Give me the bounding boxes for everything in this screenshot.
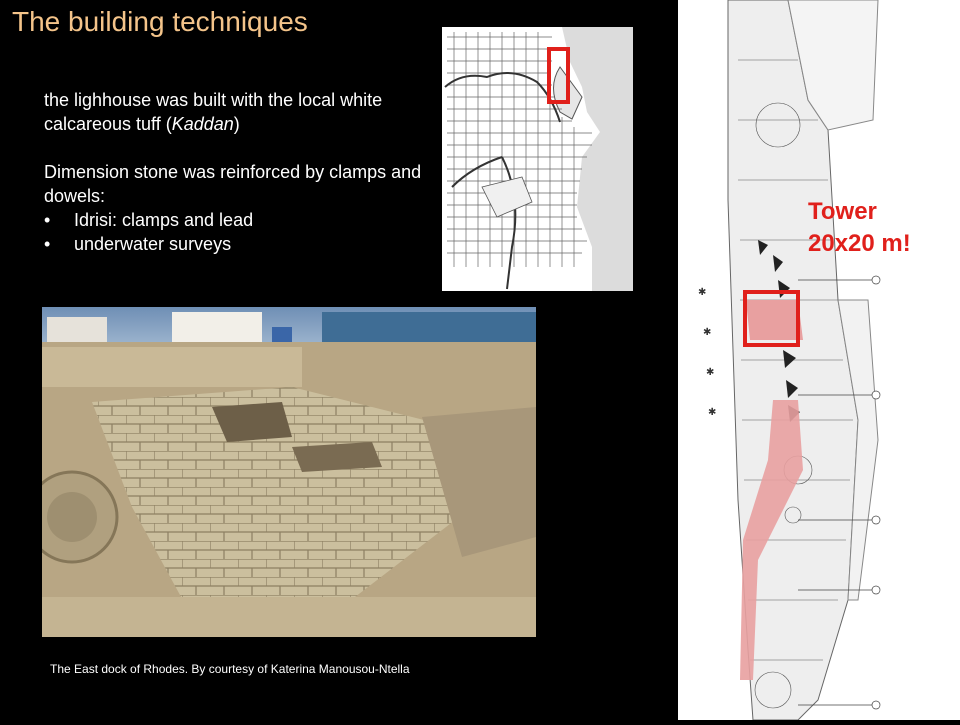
- photo-caption: The East dock of Rhodes. By courtesy of Katerina Manousou-Ntella: [50, 662, 410, 676]
- paragraph-material-end: ): [233, 114, 240, 134]
- excavation-photo: [42, 307, 536, 637]
- slide-title: The building techniques: [12, 6, 308, 37]
- paragraph-reinforcement: Dimension stone was reinforced by clamps and dowels:: [44, 162, 422, 206]
- svg-text:✱: ✱: [698, 287, 707, 298]
- svg-text:✱: ✱: [706, 367, 715, 378]
- bullet-text: Idrisi: clamps and lead: [74, 210, 254, 230]
- paragraph-material-text: the lighhouse was built with the local white calcareous tuff (: [44, 90, 383, 134]
- tower-label-line-1: Tower: [808, 198, 877, 225]
- bullet-text: underwater surveys: [74, 234, 232, 254]
- plan-drawing: [678, 0, 960, 720]
- bullet-item: [44, 232, 424, 256]
- city-map-image: [442, 27, 633, 291]
- bullet-symbol: •: [44, 210, 51, 230]
- city-map-drawing: [442, 27, 633, 291]
- tower-label: [808, 196, 911, 260]
- bullet-item: [44, 208, 424, 232]
- svg-text:✱: ✱: [703, 327, 712, 338]
- plan-drawing-image: [678, 0, 960, 720]
- body-text: [44, 88, 424, 256]
- svg-text:✱: ✱: [708, 407, 717, 418]
- tower-label-line-2: 20x20 m!: [808, 230, 911, 257]
- paragraph-material-italic: Kaddan: [171, 114, 234, 134]
- excavation-photo-drawing: [42, 307, 536, 637]
- bullet-symbol: •: [44, 234, 51, 254]
- bullet-list: [44, 208, 424, 256]
- paragraph-material: [44, 88, 424, 136]
